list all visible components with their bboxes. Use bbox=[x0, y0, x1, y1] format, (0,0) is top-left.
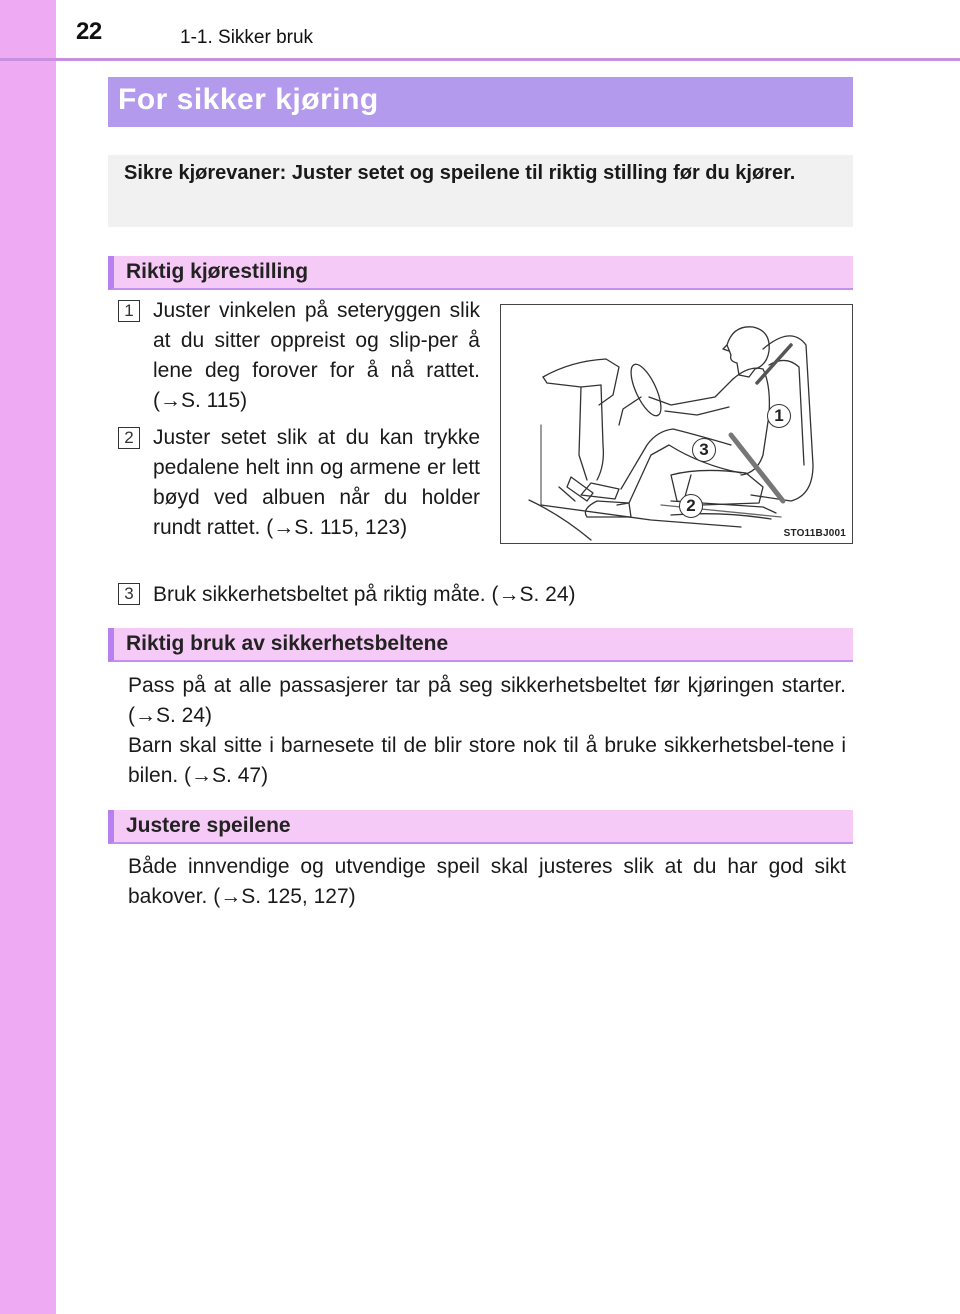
mirrors-paragraph: Både innvendige og utvendige speil skal justeres slik at du har god sikt bakover. (→S. 125, 127) bbox=[128, 855, 846, 908]
item-number-2: 2 bbox=[118, 427, 140, 449]
page-title-bar bbox=[108, 77, 853, 127]
driver-seat-drawing bbox=[501, 305, 852, 543]
subheading-label: Justere speilene bbox=[126, 814, 291, 837]
item-text-3: Bruk sikkerhetsbeltet på riktig måte. (→S. 24) bbox=[153, 583, 576, 606]
seatbelt-paragraph-1: Pass på at alle passasjerer tar på seg sikkerhetsbeltet før kjøringen starter. (→S. 24) bbox=[128, 674, 846, 727]
item-text-2: Juster setet slik at du kan trykke pedalene helt inn og armene er lett bøyd ved albuen når du holder rundt rattet. (→S. 115, 123) bbox=[153, 426, 480, 539]
item-text-1: Juster vinkelen på seteryggen slik at du sitter oppreist og slip-per å lene deg forover for å nå rattet. (→S. 115) bbox=[153, 299, 480, 412]
subheading-label: Riktig kjørestilling bbox=[126, 260, 309, 283]
item-number-3: 3 bbox=[118, 583, 140, 605]
page-title: For sikker kjøring bbox=[118, 83, 379, 116]
callout-1: 1 bbox=[767, 404, 791, 428]
page-side-strip bbox=[0, 0, 56, 1314]
header-rule bbox=[0, 58, 960, 61]
subheading-driving-position bbox=[108, 256, 853, 290]
callout-2: 2 bbox=[679, 494, 703, 518]
page-number: 22 bbox=[76, 18, 102, 45]
item-number-1: 1 bbox=[118, 300, 140, 322]
subheading-label: Riktig bruk av sikkerhetsbeltene bbox=[126, 632, 449, 655]
section-reference: 1-1. Sikker bruk bbox=[180, 27, 314, 48]
summary-text: Sikre kjørevaner: Juster setet og speilene til riktig stilling før du kjører. bbox=[124, 162, 796, 184]
seatbelt-paragraph-2: Barn skal sitte i barnesete til de blir store nok til å bruke sikkerhetsbel-tene i bilen. (→S. 47) bbox=[128, 734, 846, 787]
subheading-seatbelts bbox=[108, 628, 853, 662]
driving-position-illustration bbox=[500, 304, 853, 544]
figure-code: STO11BJ001 bbox=[783, 528, 846, 539]
summary-box bbox=[108, 155, 853, 227]
callout-3: 3 bbox=[692, 438, 716, 462]
subheading-mirrors bbox=[108, 810, 853, 844]
